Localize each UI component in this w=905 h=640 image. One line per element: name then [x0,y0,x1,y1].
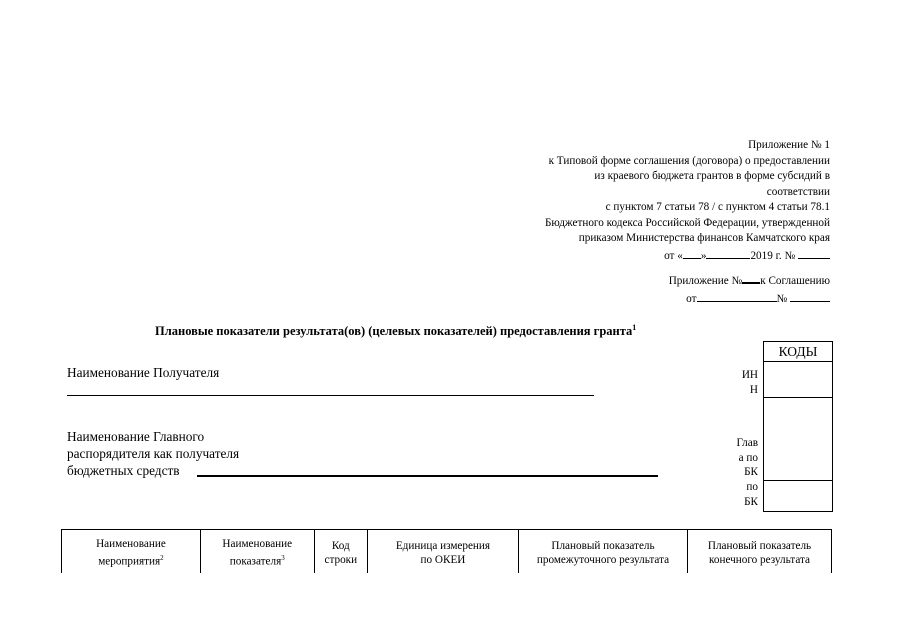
header-text [64,551,198,569]
appendix-line: из краевого бюджета грантов в форме субсидий в [594,170,830,182]
appendix-line: приказом Министерства финансов Камчатского края [578,232,830,244]
title-footnote: 1 [632,323,637,332]
grbs-label [67,428,239,479]
day-blank [683,247,701,259]
table-header-row [62,530,832,574]
po-bk-label-line: по [746,481,758,493]
month-blank [706,247,750,259]
agreement-number-blank [742,271,760,284]
appendix-date-line [470,247,830,265]
header-text: Наименование [222,538,293,550]
header-text-part: показателя [229,555,282,568]
header-text: конечного результата [709,554,810,567]
glava-label-line: БК [744,466,758,478]
agreement-no-blank [790,290,830,302]
codes-divider [764,397,832,398]
glava-label-line: Глав [736,437,758,449]
codes-box [763,361,833,512]
po-bk-label-line: БК [744,495,758,508]
appendix-line: к Типовой форме соглашения (договора) о предоставлении [548,154,830,167]
number-blank [798,247,830,259]
grbs-field-line [197,475,658,477]
agreement-suffix: к Соглашению [760,275,830,287]
agreement-number-line [570,271,830,290]
agreement-prefix: Приложение № [668,275,743,287]
glava-bk-label [718,436,758,480]
date-year: 2019 г. № [750,249,796,262]
inn-label [718,368,758,397]
codes-divider [764,480,832,481]
inn-label-line: Н [749,383,758,396]
header-text: Наименование [96,538,166,550]
header-text: Единица измерения [395,539,491,552]
header-footnote: 3 [281,554,285,562]
recipient-field-line [67,395,594,396]
agreement-date-blank [697,290,777,302]
title-text: Плановые показатели результата(ов) (целевых показателей) предоставления гранта [155,324,633,339]
page-title [155,323,755,339]
header-text: Код [331,539,350,552]
appendix-header [470,138,830,264]
date-prefix: от « [664,249,683,262]
header-cell-event [62,530,201,574]
agreement-reference [570,271,830,307]
recipient-label: Наименование Получателя [67,365,220,380]
header-cell-indicator [200,530,314,574]
appendix-line: соответствии [766,185,830,198]
header-footnote: 2 [160,554,164,562]
header-text: Плановый показатель [707,540,812,553]
header-text [203,551,312,569]
page-crop-mask [61,573,834,640]
glava-label-line: а по [738,451,758,464]
header-text: промежуточного результата [536,553,670,566]
indicators-table [61,529,832,574]
header-text-part: мероприятия [98,555,161,568]
header-cell-row-code [314,530,367,574]
appendix-line: с пунктом 7 статьи 78 / с пунктом 4 статьи 78.1 [605,201,830,213]
inn-label-line: ИН [741,369,758,381]
header-text: по ОКЕИ [420,553,466,566]
po-bk-label [718,480,758,509]
date-mid: » [700,249,707,262]
header-text: Плановый показатель [551,539,655,552]
header-text: строки [324,553,358,566]
grbs-label-line: бюджетных средств [67,463,180,478]
from-label: от [686,292,697,305]
agreement-date-line [570,290,830,308]
grbs-label-line: Наименование Главного [67,429,205,444]
grbs-label-line: распорядителя как получателя [67,446,240,461]
number-label: № [776,292,788,305]
appendix-line: Приложение № 1 [748,139,830,151]
appendix-line: Бюджетного кодекса Российской Федерации, утвержденной [545,216,830,229]
header-cell-interim-target [518,530,687,574]
header-cell-final-target [688,530,832,574]
header-cell-unit [367,530,518,574]
codes-header: КОДЫ [763,341,833,362]
